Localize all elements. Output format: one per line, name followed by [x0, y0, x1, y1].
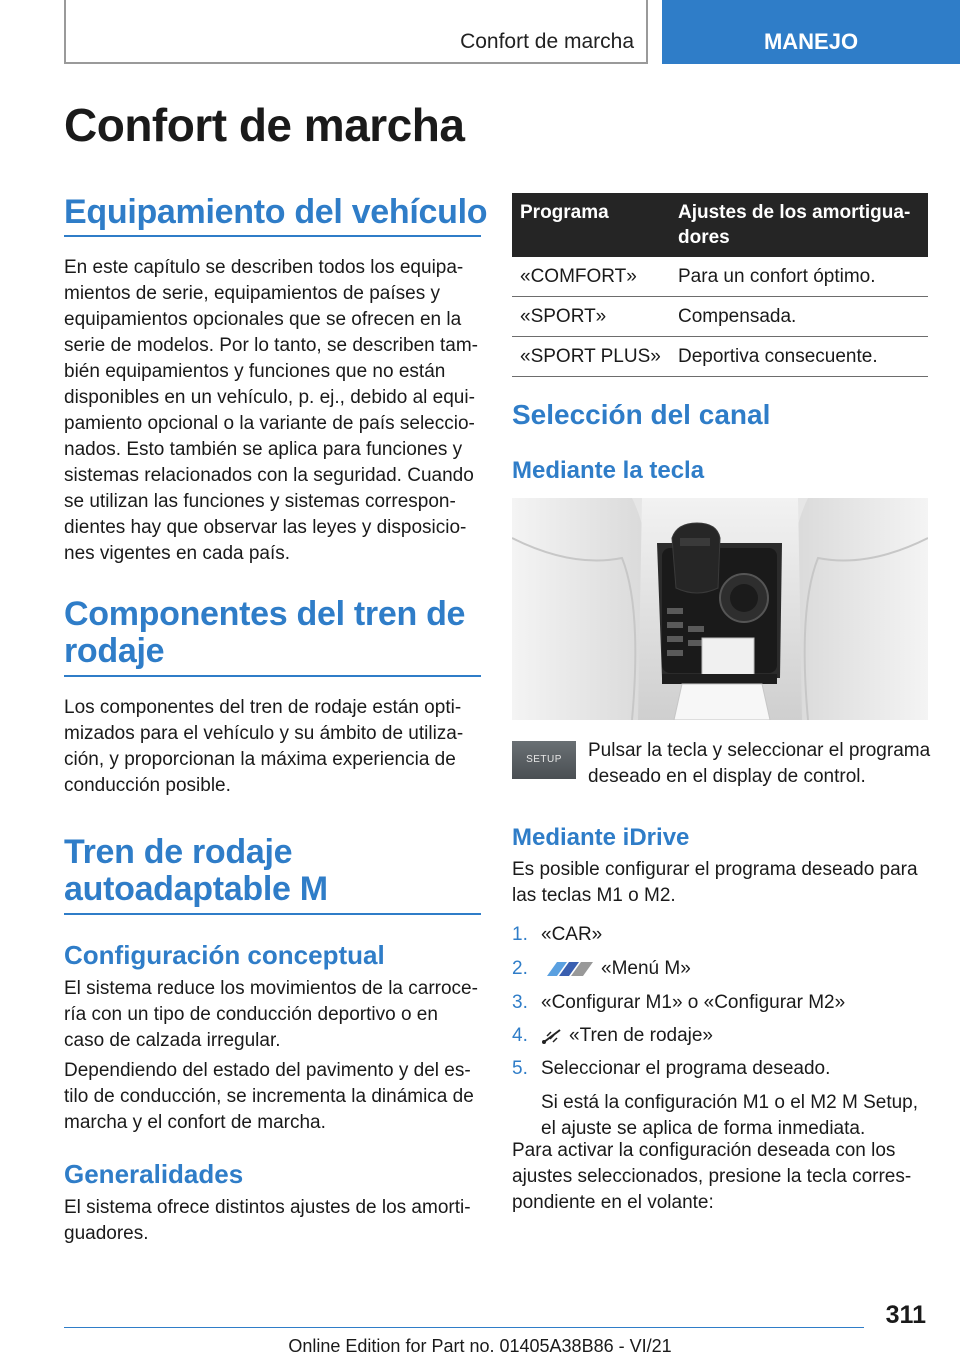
table-cell-setting: Compensada.: [670, 297, 928, 337]
subsection-title-mediante-idrive: Mediante iDrive: [512, 824, 690, 851]
text-line: nes vigentes en cada país.: [64, 543, 291, 564]
text-line: Pulsar la tecla y seleccionar el programa: [588, 740, 931, 761]
table-header-program: Programa: [512, 193, 670, 257]
text-line: Los componentes del tren de rodaje están opti-: [64, 697, 462, 718]
step-text: «Tren de rodaje»: [569, 1025, 714, 1046]
m-menu-icon: [545, 962, 595, 976]
footer-edition: Online Edition for Part no. 01405A38B86 - VI/21: [288, 1336, 672, 1356]
table-cell-setting: Deportiva consecuente.: [670, 337, 928, 377]
table-header-setting: [670, 193, 928, 257]
header-line: dores: [678, 227, 730, 248]
chassis-icon: [541, 1027, 563, 1045]
step-number: 3.: [512, 992, 528, 1013]
header-chapter-tab: MANEJO: [662, 0, 960, 64]
text-line: caso de calzada irregular.: [64, 1030, 281, 1051]
text-line: se utilizan las funciones y sistemas correspon-: [64, 491, 456, 512]
text-line: El sistema reduce los movimientos de la carroce-: [64, 978, 478, 999]
table-row: [512, 337, 928, 377]
title-line: rodaje: [64, 632, 165, 670]
list-item: [512, 1023, 932, 1056]
text-line: serie de modelos. Por lo tanto, se describen tam-: [64, 335, 478, 356]
step-text: «Configurar M1» o «Configurar M2»: [541, 992, 846, 1013]
text-line: pamiento opcional o la variante de país seleccio-: [64, 413, 475, 434]
section-title-seleccion: Selección del canal: [512, 399, 771, 430]
section-title-tren-de-rodaje: [64, 834, 328, 908]
center-console-photo: [512, 498, 928, 720]
table-cell-program: «COMFORT»: [512, 257, 670, 297]
text-line: El sistema ofrece distintos ajustes de los amorti-: [64, 1197, 471, 1218]
text-line: disponibles en un vehículo, p. ej., debido al equi-: [64, 387, 475, 408]
text-line: ción, y proporcionan la máxima experiencia de: [64, 749, 456, 770]
table-header-row: [512, 193, 928, 257]
paragraph-dependiendo: [64, 1058, 484, 1136]
table-cell-program: «SPORT PLUS»: [512, 337, 670, 377]
text-line: conducción posible.: [64, 775, 231, 796]
text-line: mientos de serie, equipamientos de países y: [64, 283, 440, 304]
text-line: dientes hay que observar las leyes y disposicio-: [64, 517, 467, 538]
text-line: ría con un tipo de conducción deportivo o en: [64, 1004, 438, 1025]
text-line: pondiente en el volante:: [512, 1192, 714, 1213]
header-section-box: [64, 0, 648, 64]
center-console-illustration: [512, 498, 928, 720]
text-line: el ajuste se aplica de forma inmediata.: [541, 1118, 866, 1139]
step-number: 5.: [512, 1058, 528, 1079]
header-section-title: Confort de marcha: [460, 30, 634, 53]
paragraph-equipamiento: [64, 255, 484, 567]
text-line: Es posible configurar el programa deseado para: [512, 859, 918, 880]
list-item: [512, 1056, 932, 1142]
section-title-equipamiento: Equipamiento del vehículo: [64, 193, 488, 231]
paragraph-generalidades: [64, 1195, 484, 1247]
section-title-componentes: [64, 596, 465, 670]
text-line: bién equipamientos y funciones que no están: [64, 361, 446, 382]
text-line: guadores.: [64, 1223, 149, 1244]
text-line: Dependiendo del estado del pavimento y del es-: [64, 1060, 471, 1081]
paragraph-activar: [512, 1138, 932, 1216]
text-line: Si está la configuración M1 o el M2 M Setup,: [541, 1092, 919, 1113]
step-text: «CAR»: [541, 924, 603, 945]
subsection-title-generalidades: Generalidades: [64, 1159, 244, 1189]
text-line: mizados para el vehículo y su ámbito de utiliza-: [64, 723, 464, 744]
text-line: ajustes seleccionados, presione la tecla corres-: [512, 1166, 912, 1187]
setup-button-icon: SETUP: [512, 741, 576, 779]
text-line: equipamientos opcionales que se ofrecen en la: [64, 309, 462, 330]
step-number: 1.: [512, 924, 528, 945]
table-row: [512, 257, 928, 297]
page-number: 311: [885, 1301, 926, 1329]
list-item: [512, 922, 932, 956]
table-row: [512, 297, 928, 337]
table-cell-setting: Para un confort óptimo.: [670, 257, 928, 297]
subsection-title-mediante-tecla: Mediante la tecla: [512, 457, 705, 484]
title-line: Componentes del tren de: [64, 595, 466, 633]
text-line: deseado en el display de control.: [588, 766, 866, 787]
header-line: Ajustes de los amortigua-: [678, 202, 911, 223]
list-item: [512, 990, 932, 1023]
step-number: 4.: [512, 1025, 528, 1046]
text-line: las teclas M1 o M2.: [512, 885, 676, 906]
text-line: tilo de conducción, se incrementa la dinámica de: [64, 1086, 474, 1107]
step-number: 2.: [512, 958, 528, 979]
step-text: «Menú M»: [601, 958, 691, 979]
text-line: nados. Esto también se aplica para funciones y: [64, 439, 463, 460]
text-line: marcha y el confort de marcha.: [64, 1112, 326, 1133]
paragraph-componentes: [64, 695, 484, 799]
paragraph-configuracion: [64, 976, 484, 1054]
step-text: Seleccionar el programa deseado.: [541, 1058, 831, 1079]
section-rule: [64, 235, 481, 237]
section-rule: [64, 675, 481, 677]
idrive-steps-list: [512, 922, 932, 1142]
list-item: [512, 956, 932, 990]
text-line: Para activar la configuración deseada con los: [512, 1140, 896, 1161]
page-title: Confort de marcha: [64, 99, 465, 151]
subsection-title-configuracion: Configuración conceptual: [64, 940, 385, 970]
section-rule: [64, 913, 481, 915]
footer-rule: [64, 1327, 864, 1328]
damper-settings-table: [512, 193, 928, 377]
step-note: [541, 1090, 932, 1142]
text-line: En este capítulo se describen todos los equipa-: [64, 257, 464, 278]
title-line: Tren de rodaje: [64, 833, 293, 871]
title-line: autoadaptable M: [64, 870, 328, 908]
text-line: sistemas relacionados con la seguridad. Cuando: [64, 465, 474, 486]
paragraph-idrive: [512, 857, 932, 909]
paragraph-press-setup: [588, 738, 933, 790]
table-cell-program: «SPORT»: [512, 297, 670, 337]
